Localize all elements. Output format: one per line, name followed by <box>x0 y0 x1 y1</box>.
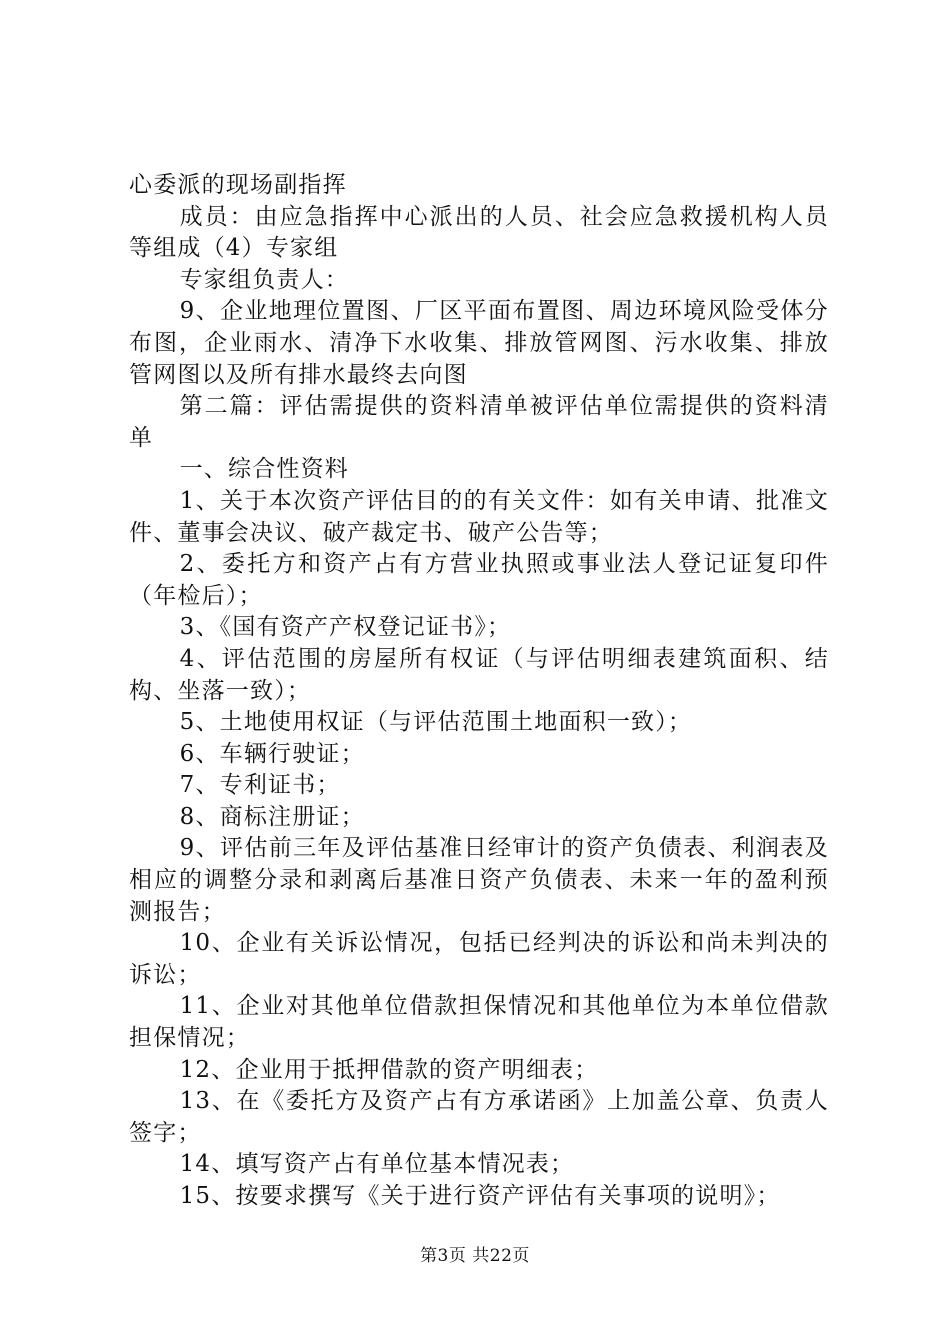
paragraph: 心委派的现场副指挥 <box>129 172 347 198</box>
paragraph: 3、《国有资产产权登记证书》； <box>179 614 512 641</box>
paragraph: 4、评估范围的房屋所有权证（与评估明细表建筑面积、结构、坐落一致）； <box>129 645 829 704</box>
paragraph: 5、土地使用权证（与评估范围土地面积一致）； <box>179 709 693 736</box>
paragraph: 12、企业用于抵押借款的资产明细表； <box>179 1056 599 1083</box>
paragraph: 11、企业对其他单位借款担保情况和其他单位为本单位借款担保情况； <box>129 993 829 1052</box>
document-body <box>129 170 829 1213</box>
paragraph: 专家组负责人： <box>179 266 349 293</box>
paragraph: 7、专利证书； <box>179 772 341 799</box>
paragraph: 一、综合性资料 <box>179 456 349 483</box>
paragraph: 15、按要求撰写《关于进行资产评估有关事项的说明》； <box>179 1183 781 1209</box>
paragraph: 9、评估前三年及评估基准日经审计的资产负债表、利润表及相应的调整分录和剥离后基准日资产负债表、未来一年的盈利预测报告； <box>129 835 829 925</box>
paragraph: 2、委托方和资产占有方营业执照或事业法人登记证复印件（年检后）； <box>129 551 829 609</box>
paragraph: 1、关于本次资产评估目的的有关文件：如有关申请、批准文件、董事会决议、破产裁定书、破产公告等； <box>129 487 829 546</box>
paragraph: 8、商标注册证； <box>179 803 365 830</box>
paragraph: 14、填写资产占有单位基本情况表； <box>179 1151 575 1178</box>
paragraph: 9、企业地理位置图、厂区平面布置图、周边环境风险受体分布图，企业雨水、清净下水收集、排放管网图、污水收集、排放管网图以及所有排水最终去向图 <box>129 298 829 388</box>
page-footer: 第3页 共22页 <box>420 1246 530 1266</box>
paragraph: 成员：由应急指挥中心派出的人员、社会应急救援机构人员等组成（4）专家组 <box>129 203 829 262</box>
paragraph: 第二篇：评估需提供的资料清单被评估单位需提供的资料清单 <box>129 393 829 451</box>
paragraph: 13、在《委托方及资产占有方承诺函》上加盖公章、负责人签字； <box>129 1088 829 1146</box>
paragraph: 6、车辆行驶证； <box>179 740 365 767</box>
paragraph: 10、企业有关诉讼情况，包括已经判决的诉讼和尚未判决的诉讼； <box>129 930 829 988</box>
